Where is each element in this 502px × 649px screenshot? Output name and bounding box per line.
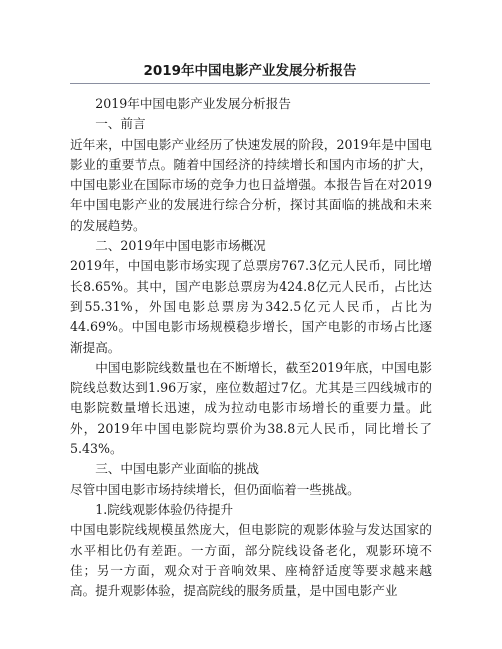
paragraph-box-office: 2019年，中国电影市场实现了总票房767.3亿元人民币，同比增长8.65%。其中，国产电影总票房为424.8亿元人民币，占比达到55.31%，外国电影总票房为342.5亿元人民币，占比为44.69%。中国电影市场规模稳步增长，国产电影的市场占比逐渐提高。 — [70, 258, 432, 355]
paragraph-viewing-experience: 中国电影院线规模虽然庞大，但电影院的观影体验与发达国家的水平相比仍有差距。一方面，部分院线设备老化，观影环境不佳；另一方面，观众对于音响效果、座椅舒适度等要求越来越高。提升观影体验，提高院线的服务质量，是中国电影产业 — [70, 522, 432, 599]
document-title: 2019年中国电影产业发展分析报告 — [143, 63, 357, 79]
section-heading-preface: 一、前言 — [95, 116, 146, 132]
paragraph-cinema-chains: 中国电影院线数量也在不断增长，截至2019年底，中国电影院线总数达到1.96万家，座位数超过7亿。尤其是三四线城市的电影院数量增长迅速，成为拉动电影市场增长的重要力量。此外，2019年中国电影院均票价为38.8元人民币，同比增长了5.43%。 — [70, 359, 432, 457]
section-heading-challenges: 三、中国电影产业面临的挑战 — [95, 461, 259, 477]
section-heading-market-overview: 二、2019年中国电影市场概况 — [95, 238, 266, 254]
paragraph-challenges-intro: 尽管中国电影市场持续增长，但仍面临着一些挑战。 — [70, 481, 360, 497]
paragraph-preface: 近年来，中国电影产业经历了快速发展的阶段，2019年是中国电影业的重要节点。随着中国经济的持续增长和国内市场的扩大，中国电影业在国际市场的竞争力也日益增强。本报告旨在对2019年中国电影产业的发展进行综合分析，探讨其面临的挑战和未来的发展趋势。 — [70, 136, 432, 233]
title-divider — [70, 83, 430, 84]
document-body — [70, 94, 432, 601]
paragraph-report-heading: 2019年中国电影产业发展分析报告 — [95, 96, 291, 111]
subheading-viewing-experience: 1.院线观影体验仍待提升 — [95, 501, 234, 517]
